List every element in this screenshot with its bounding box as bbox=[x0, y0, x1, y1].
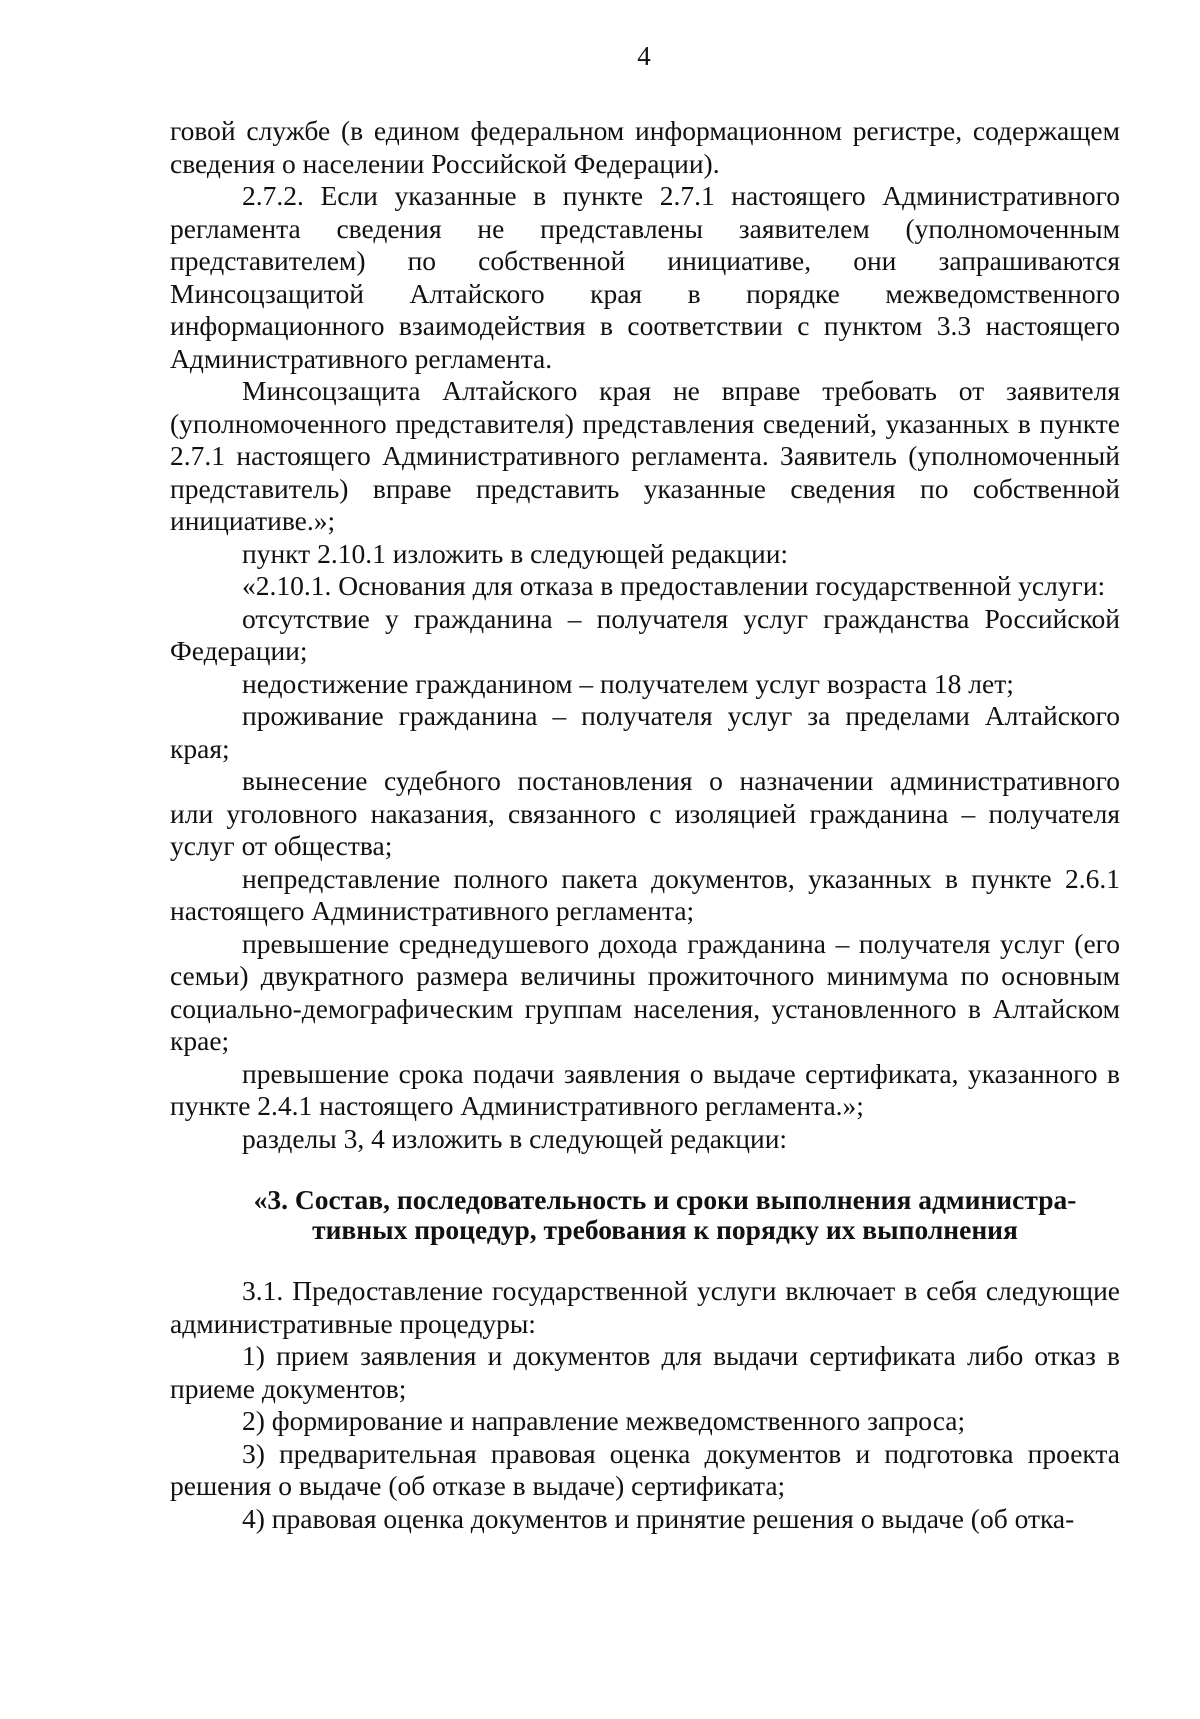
paragraph: 2) формирование и направление межведомственного запроса; bbox=[242, 1405, 966, 1436]
paragraph: превышение среднедушевого дохода гражданина – получателя услуг (его семьи) двукратного размера величины прожиточного минимума по основным социально-демографическим группам населения, установленного в Алтайском крае; bbox=[170, 927, 1120, 1056]
paragraph: недостижение гражданином – получателем услуг возраста 18 лет; bbox=[242, 667, 1014, 699]
paragraph: «2.10.1. Основания для отказа в предоставлении государственной услуги: bbox=[242, 570, 1106, 601]
paragraph: пункт 2.10.1 изложить в следующей редакции: bbox=[242, 537, 789, 569]
paragraph: отсутствие у гражданина – получателя услуг гражданства Российской Федерации; bbox=[170, 602, 1120, 666]
paragraph: Минсоцзащита Алтайского края не вправе требовать от заявителя (уполномоченного представителя) представления сведений, указанных в пункте 2.7.1 настоящего Административного регламента. Заявитель (уполномоченный представитель) вправе представить указанные сведения по собственной инициативе.»; bbox=[170, 375, 1120, 536]
paragraph: 4) правовая оценка документов и принятие решения о выдаче (об отка- bbox=[242, 1502, 1075, 1534]
page-number: 4 bbox=[637, 41, 651, 71]
paragraph: 3.1. Предоставление государственной услуги включает в себя следующие административные процедуры: bbox=[170, 1275, 1120, 1339]
paragraph: превышение срока подачи заявления о выдаче сертификата, указанного в пункте 2.4.1 настоящего Административного регламента.»; bbox=[170, 1057, 1120, 1121]
paragraph: вынесение судебного постановления о назначении административного или уголовного наказания, связанного с изоляцией гражданина – получателя услуг от общества; bbox=[170, 765, 1120, 861]
paragraph: разделы 3, 4 изложить в следующей редакции: bbox=[242, 1122, 788, 1154]
section-heading-line: тивных процедур, требования к порядку их выполнения bbox=[312, 1214, 1018, 1245]
paragraph: 3) предварительная правовая оценка документов и подготовка проекта решения о выдаче (об отказе в выдаче) сертификата; bbox=[170, 1437, 1120, 1501]
section-heading-line: «3. Состав, последовательность и сроки выполнения администра- bbox=[253, 1184, 1077, 1215]
section-heading bbox=[170, 1185, 1120, 1245]
paragraph: говой службе (в едином федеральном информационном регистре, содержащем сведения о населении Российской Федерации). bbox=[170, 115, 1120, 179]
paragraph: 2.7.2. Если указанные в пункте 2.7.1 настоящего Административного регламента сведения не представлены заявителем (уполномоченным представителем) по собственной инициативе, они запрашиваются Минсоцзащитой Алтайского края в порядке межведомственного информационного взаимодействия в соответствии с пунктом 3.3 настоящего Административного регламента. bbox=[170, 180, 1120, 374]
paragraph: непредставление полного пакета документов, указанных в пункте 2.6.1 настоящего Административного регламента; bbox=[170, 862, 1120, 926]
paragraph: 1) прием заявления и документов для выдачи сертификата либо отказ в приеме документов; bbox=[170, 1340, 1120, 1404]
paragraph: проживание гражданина – получателя услуг за пределами Алтайского края; bbox=[170, 700, 1120, 764]
document-body bbox=[170, 115, 1120, 1535]
